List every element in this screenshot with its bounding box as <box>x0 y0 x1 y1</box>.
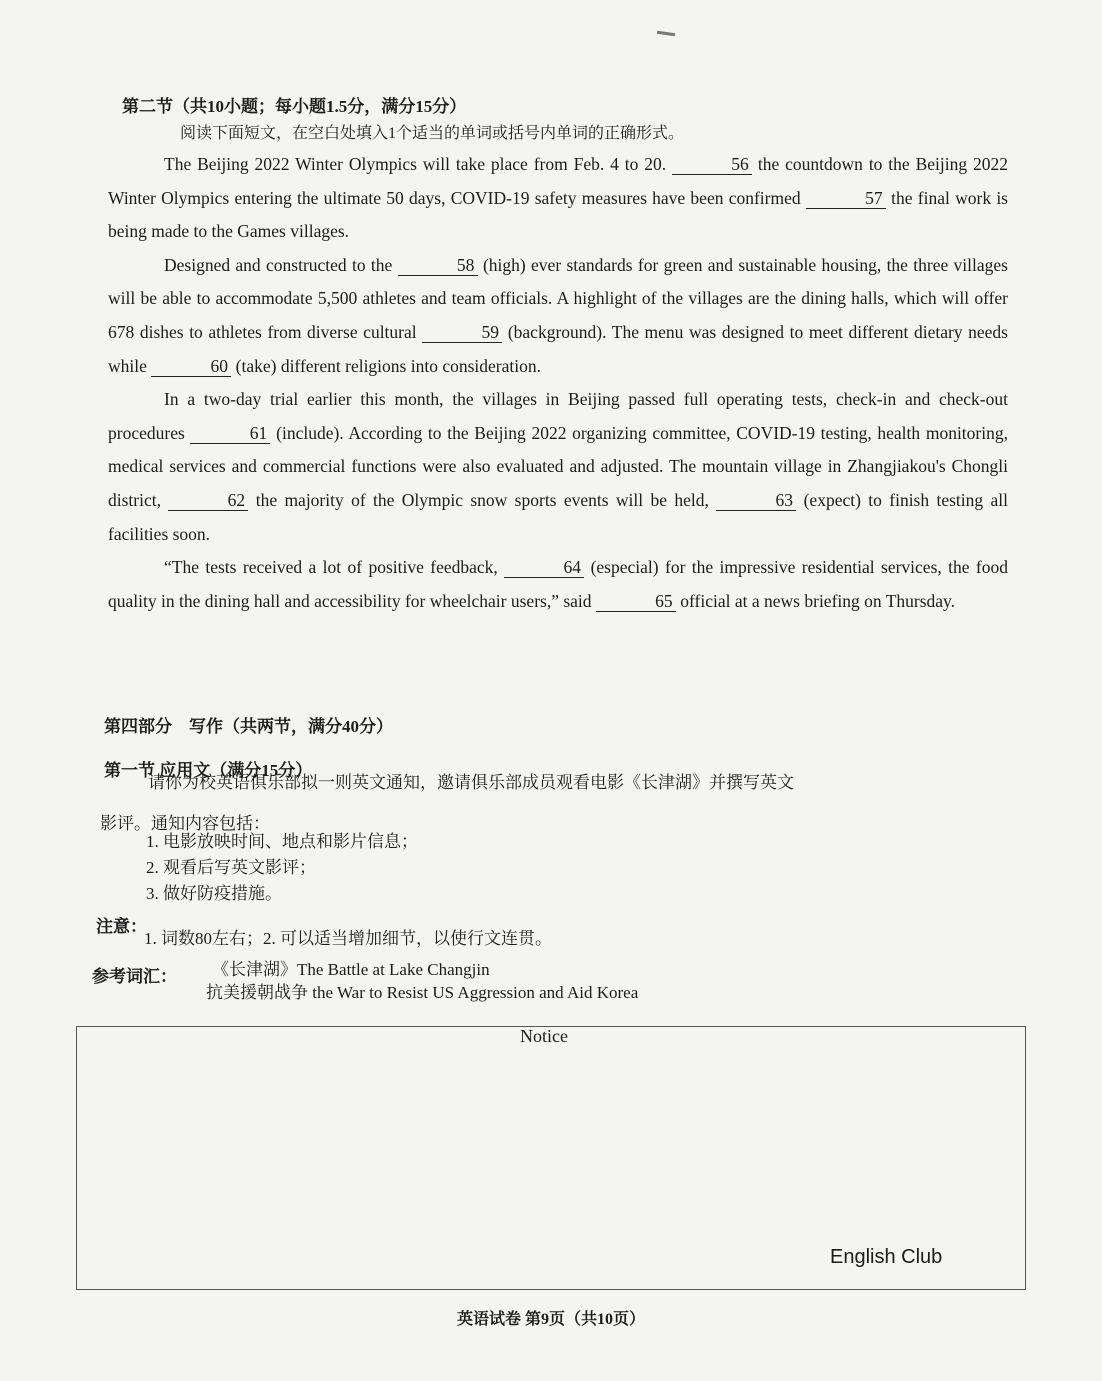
passage-paragraph-1 <box>108 148 1008 249</box>
passage-paragraph-2 <box>108 249 1008 383</box>
passage-text: the countdown to the Beijing 2022 Winter Olympics entering the ultimate 50 days, COVID-19 safety measures have been confirmed <box>108 154 1008 208</box>
section1-heading: 第一节 应用文（满分15分） <box>104 761 313 780</box>
vocab-item-1: 《长津湖》The Battle at Lake Changjin <box>212 960 490 979</box>
blank-57[interactable]: 57 <box>806 188 886 209</box>
blank-62[interactable]: 62 <box>168 490 248 511</box>
blank-56[interactable]: 56 <box>672 154 752 175</box>
scan-mark <box>657 31 675 36</box>
passage-text: “The tests received a lot of positive feedback, <box>164 557 505 578</box>
passage-text: Designed and constructed to the <box>164 254 398 275</box>
requirement-item: 2. 观看后写英文影评； <box>146 858 316 877</box>
section2-instruction: 阅读下面短文，在空白处填入1个适当的单词或括号内单词的正确形式。 <box>180 125 685 142</box>
passage-text: The Beijing 2022 Winter Olympics will take place from Feb. 4 to 20. <box>164 154 673 174</box>
blank-59[interactable]: 59 <box>422 322 502 343</box>
blank-60[interactable]: 60 <box>151 356 231 377</box>
passage-text: In a two-day trial earlier this month, the villages in Beijing passed full operating tests, check-in and check-out procedures <box>108 389 1008 443</box>
passage-text: the majority of the Olympic snow sports events will be held, <box>248 489 717 510</box>
blank-61[interactable]: 61 <box>190 423 270 444</box>
writing-prompt-line1: 请你为校英语俱乐部拟一则英文通知，邀请俱乐部成员观看电影《长津湖》并撰写英文 <box>148 773 794 792</box>
passage-paragraph-4 <box>108 551 1008 618</box>
blank-63[interactable]: 63 <box>716 490 796 511</box>
vocab-label: 参考词汇： <box>92 967 177 986</box>
notice-title: Notice <box>520 1026 568 1046</box>
passage-text: (expect) to finish testing all facilities soon. <box>108 489 1008 544</box>
passage-text: (especial) for the impressive residential services, the food quality in the dining hall and accessibility for wheelchair users,” said <box>108 557 1008 611</box>
notice-signature: English Club <box>830 1246 943 1268</box>
writing-prompt-line2: 影评。通知内容包括： <box>100 814 270 833</box>
passage-text: (high) ever standards for green and sustainable housing, the three villages will be able to accommodate 5,500 athletes and team officials. A highlight of the villages are the dining halls, which will offer 678 dishes to athletes from diverse cultural <box>108 254 1008 342</box>
note-text: 1. 词数80左右；2. 可以适当增加细节，以使行文连贯。 <box>144 929 552 948</box>
passage-text: (background). The menu was designed to meet different dietary needs while <box>108 321 1008 376</box>
passage-paragraph-3 <box>108 383 1008 551</box>
note-label: 注意： <box>96 917 147 936</box>
section2-heading: 第二节（共10小题；每小题1.5分，满分15分） <box>122 97 467 116</box>
passage-text: (take) different religions into consideration. <box>231 355 541 376</box>
blank-64[interactable]: 64 <box>504 557 584 578</box>
blank-58[interactable]: 58 <box>398 255 478 276</box>
vocab-item-2: 抗美援朝战争 the War to Resist US Aggression and Aid Korea <box>206 983 639 1002</box>
passage-text: official at a news briefing on Thursday. <box>675 590 956 611</box>
blank-65[interactable]: 65 <box>596 591 676 612</box>
page-footer: 英语试卷 第9页（共10页） <box>456 1311 645 1328</box>
part4-heading: 第四部分 写作（共两节，满分40分） <box>104 717 393 736</box>
cloze-passage <box>108 148 1008 618</box>
passage-text: the final work is being made to the Games villages. <box>108 187 1008 242</box>
requirement-item: 1. 电影放映时间、地点和影片信息； <box>146 832 418 851</box>
passage-text: (include). According to the Beijing 2022 organizing committee, COVID-19 testing, health monitoring, medical services and commercial functions were also evaluated and adjusted. The mountain village in Zhangjiakou's Chongli district, <box>108 422 1008 510</box>
requirement-list <box>146 829 418 907</box>
requirement-item: 3. 做好防疫措施。 <box>146 884 282 903</box>
